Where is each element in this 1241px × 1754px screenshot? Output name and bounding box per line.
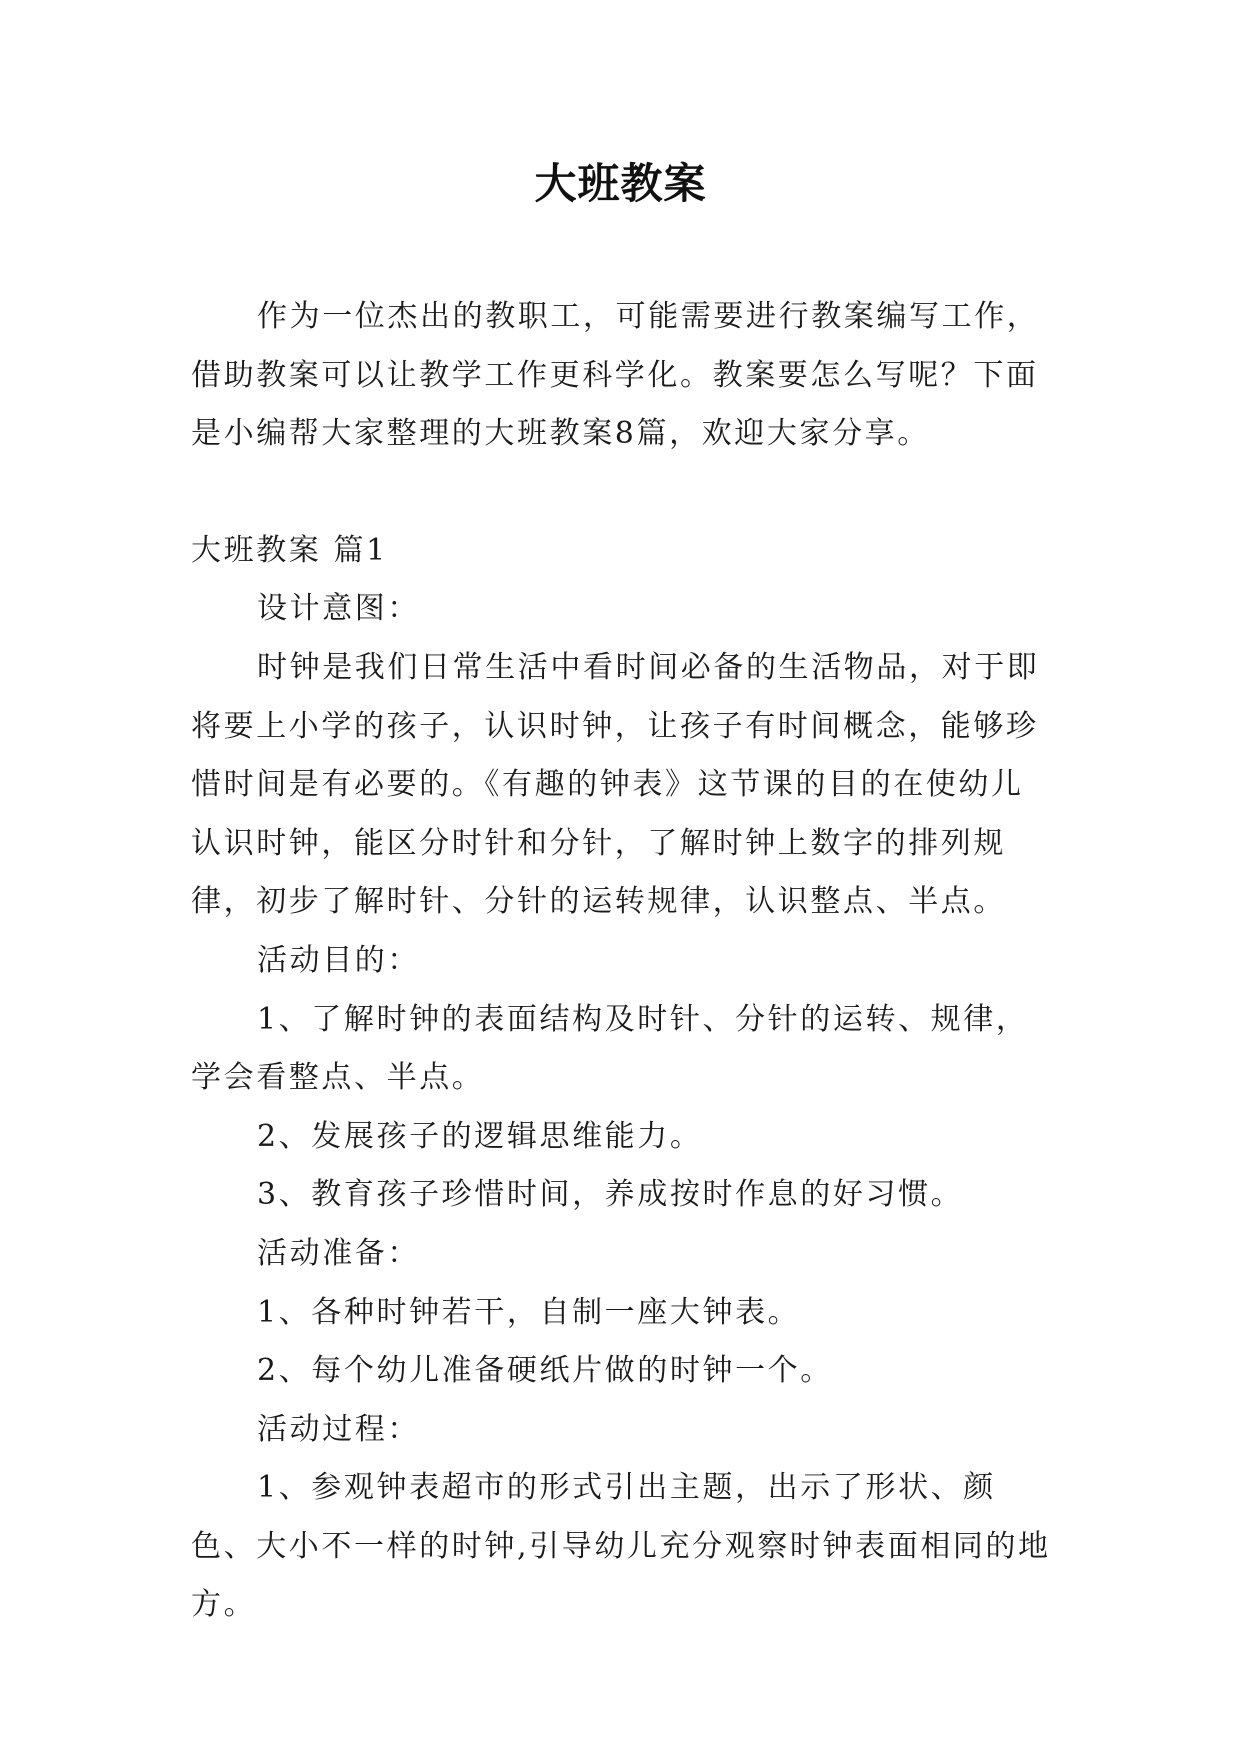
paragraph-preparation-1: 1、各种时钟若干，自制一座大钟表。 [257,1294,801,1330]
paragraph-design-intent: 时钟是我们日常生活中看时间必备的生活物品，对于即将要上小学的孩子，认识时钟，让孩子有时间概念，能够珍惜时间是有必要的。《有趣的钟表》这节课的目的在使幼儿认识时钟，能区分时针和分针，了解时钟上数字的排列规律，初步了解时针、分针的运转规律，认识整点、半点。 [191,649,1040,920]
paragraph-goal-2: 2、发展孩子的逻辑思维能力。 [257,1118,703,1154]
intro-spacer [191,464,1053,522]
paragraph-process-1: 1、参观钟表超市的形式引出主题，出示了形状、颜色、大小不一样的时钟,引导幼儿充分观察时钟表面相同的地方。 [191,1470,1051,1623]
paragraph-goals-label: 活动目的： [257,942,420,978]
intro-paragraph: 作为一位杰出的教职工，可能需要进行教案编写工作，借助教案可以让教学工作更科学化。教案要怎么写呢？下面是小编帮大家整理的大班教案8篇，欢迎大家分享。 [191,299,1040,452]
paragraph-process-label: 活动过程： [257,1411,420,1447]
section-heading: 大班教案 篇1 [191,532,388,568]
paragraph-goal-3: 3、教育孩子珍惜时间，养成按时作息的好习惯。 [257,1177,964,1213]
document-body [191,288,1053,1635]
document-title: 大班教案 [534,159,707,208]
paragraph-preparation-2: 2、每个幼儿准备硬纸片做的时钟一个。 [257,1353,833,1389]
paragraph-preparation-label: 活动准备： [257,1235,420,1271]
paragraph-design-intent-label: 设计意图： [257,591,420,627]
paragraph-goal-1: 1、了解时钟的表面结构及时针、分针的运转、规律，学会看整点、半点。 [191,1001,1029,1096]
